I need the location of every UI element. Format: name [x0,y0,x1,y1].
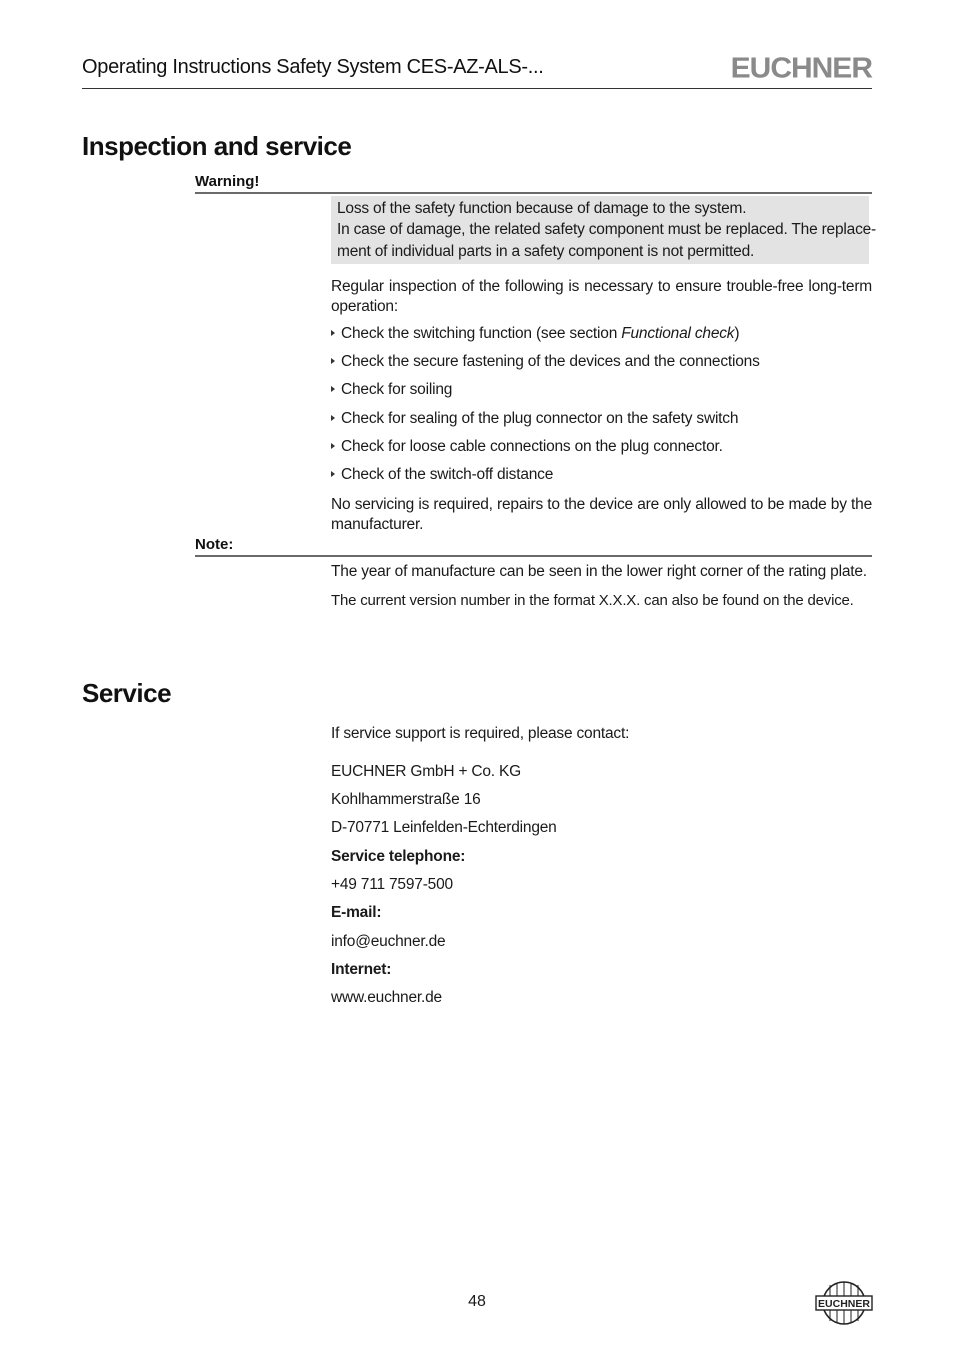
website-url: www.euchner.de [331,989,442,1006]
company-name: EUCHNER GmbH + Co. KG [331,763,522,780]
checklist-item: Check for soiling [331,381,452,399]
warning-line: Loss of the safety function because of damage to the system. [337,200,747,217]
note-label: Note: [195,536,234,553]
warning-line: ment of individual parts in a safety component is not permitted. [337,243,755,260]
note-text: The year of manufacture can be seen in the lower right corner of the rating plate. [331,563,867,580]
checklist-item: Check the secure fastening of the devices and the connections [331,353,760,371]
checklist-item: Check the switching function (see section Functional check) [331,325,739,343]
bullet-arrow-icon [331,330,335,336]
note-rule [195,555,872,557]
warning-box [331,196,876,264]
page-header [82,52,872,89]
bullet-arrow-icon [331,471,335,477]
checklist-item: Check of the switch-off distance [331,466,553,484]
service-heading: Service [82,678,172,708]
email-label: E-mail: [331,904,382,921]
service-intro: If service support is required, please contact: [331,725,630,742]
bullet-arrow-icon [331,358,335,364]
servicing-note: No servicing is required, repairs to the device are only allowed to be made by the manufacturer. [331,496,872,533]
bullet-arrow-icon [331,386,335,392]
telephone-number: +49 711 7597-500 [331,876,453,893]
checklist-item: Check for sealing of the plug connector on the safety switch [331,410,738,428]
euchner-logo: EUCHNER [730,52,872,85]
internet-label: Internet: [331,961,392,978]
inspection-heading: Inspection and service [82,131,352,161]
street-address: Kohlhammerstraße 16 [331,791,481,808]
euchner-seal-logo [815,1279,873,1327]
document-title: Operating Instructions Safety System CES-AZ-ALS-... [82,56,544,78]
warning-label: Warning! [195,173,260,190]
city-address: D-70771 Leinfelden-Echterdingen [331,819,557,836]
checklist-item: Check for loose cable connections on the plug connector. [331,438,723,456]
section-reference: Functional check [621,325,735,342]
warning-line: In case of damage, the related safety component must be replaced. The replace- [337,221,876,238]
inspection-intro: Regular inspection of the following is necessary to ensure trouble-free long-term operation: [331,278,872,315]
svg-text:EUCHNER: EUCHNER [818,1298,870,1310]
page-number: 48 [468,1293,486,1310]
telephone-label: Service telephone: [331,848,466,865]
email-address: info@euchner.de [331,933,446,950]
note-text: The current version number in the format X.X.X. can also be found on the device. [331,592,854,609]
warning-rule [195,192,872,194]
bullet-arrow-icon [331,443,335,449]
bullet-arrow-icon [331,415,335,421]
